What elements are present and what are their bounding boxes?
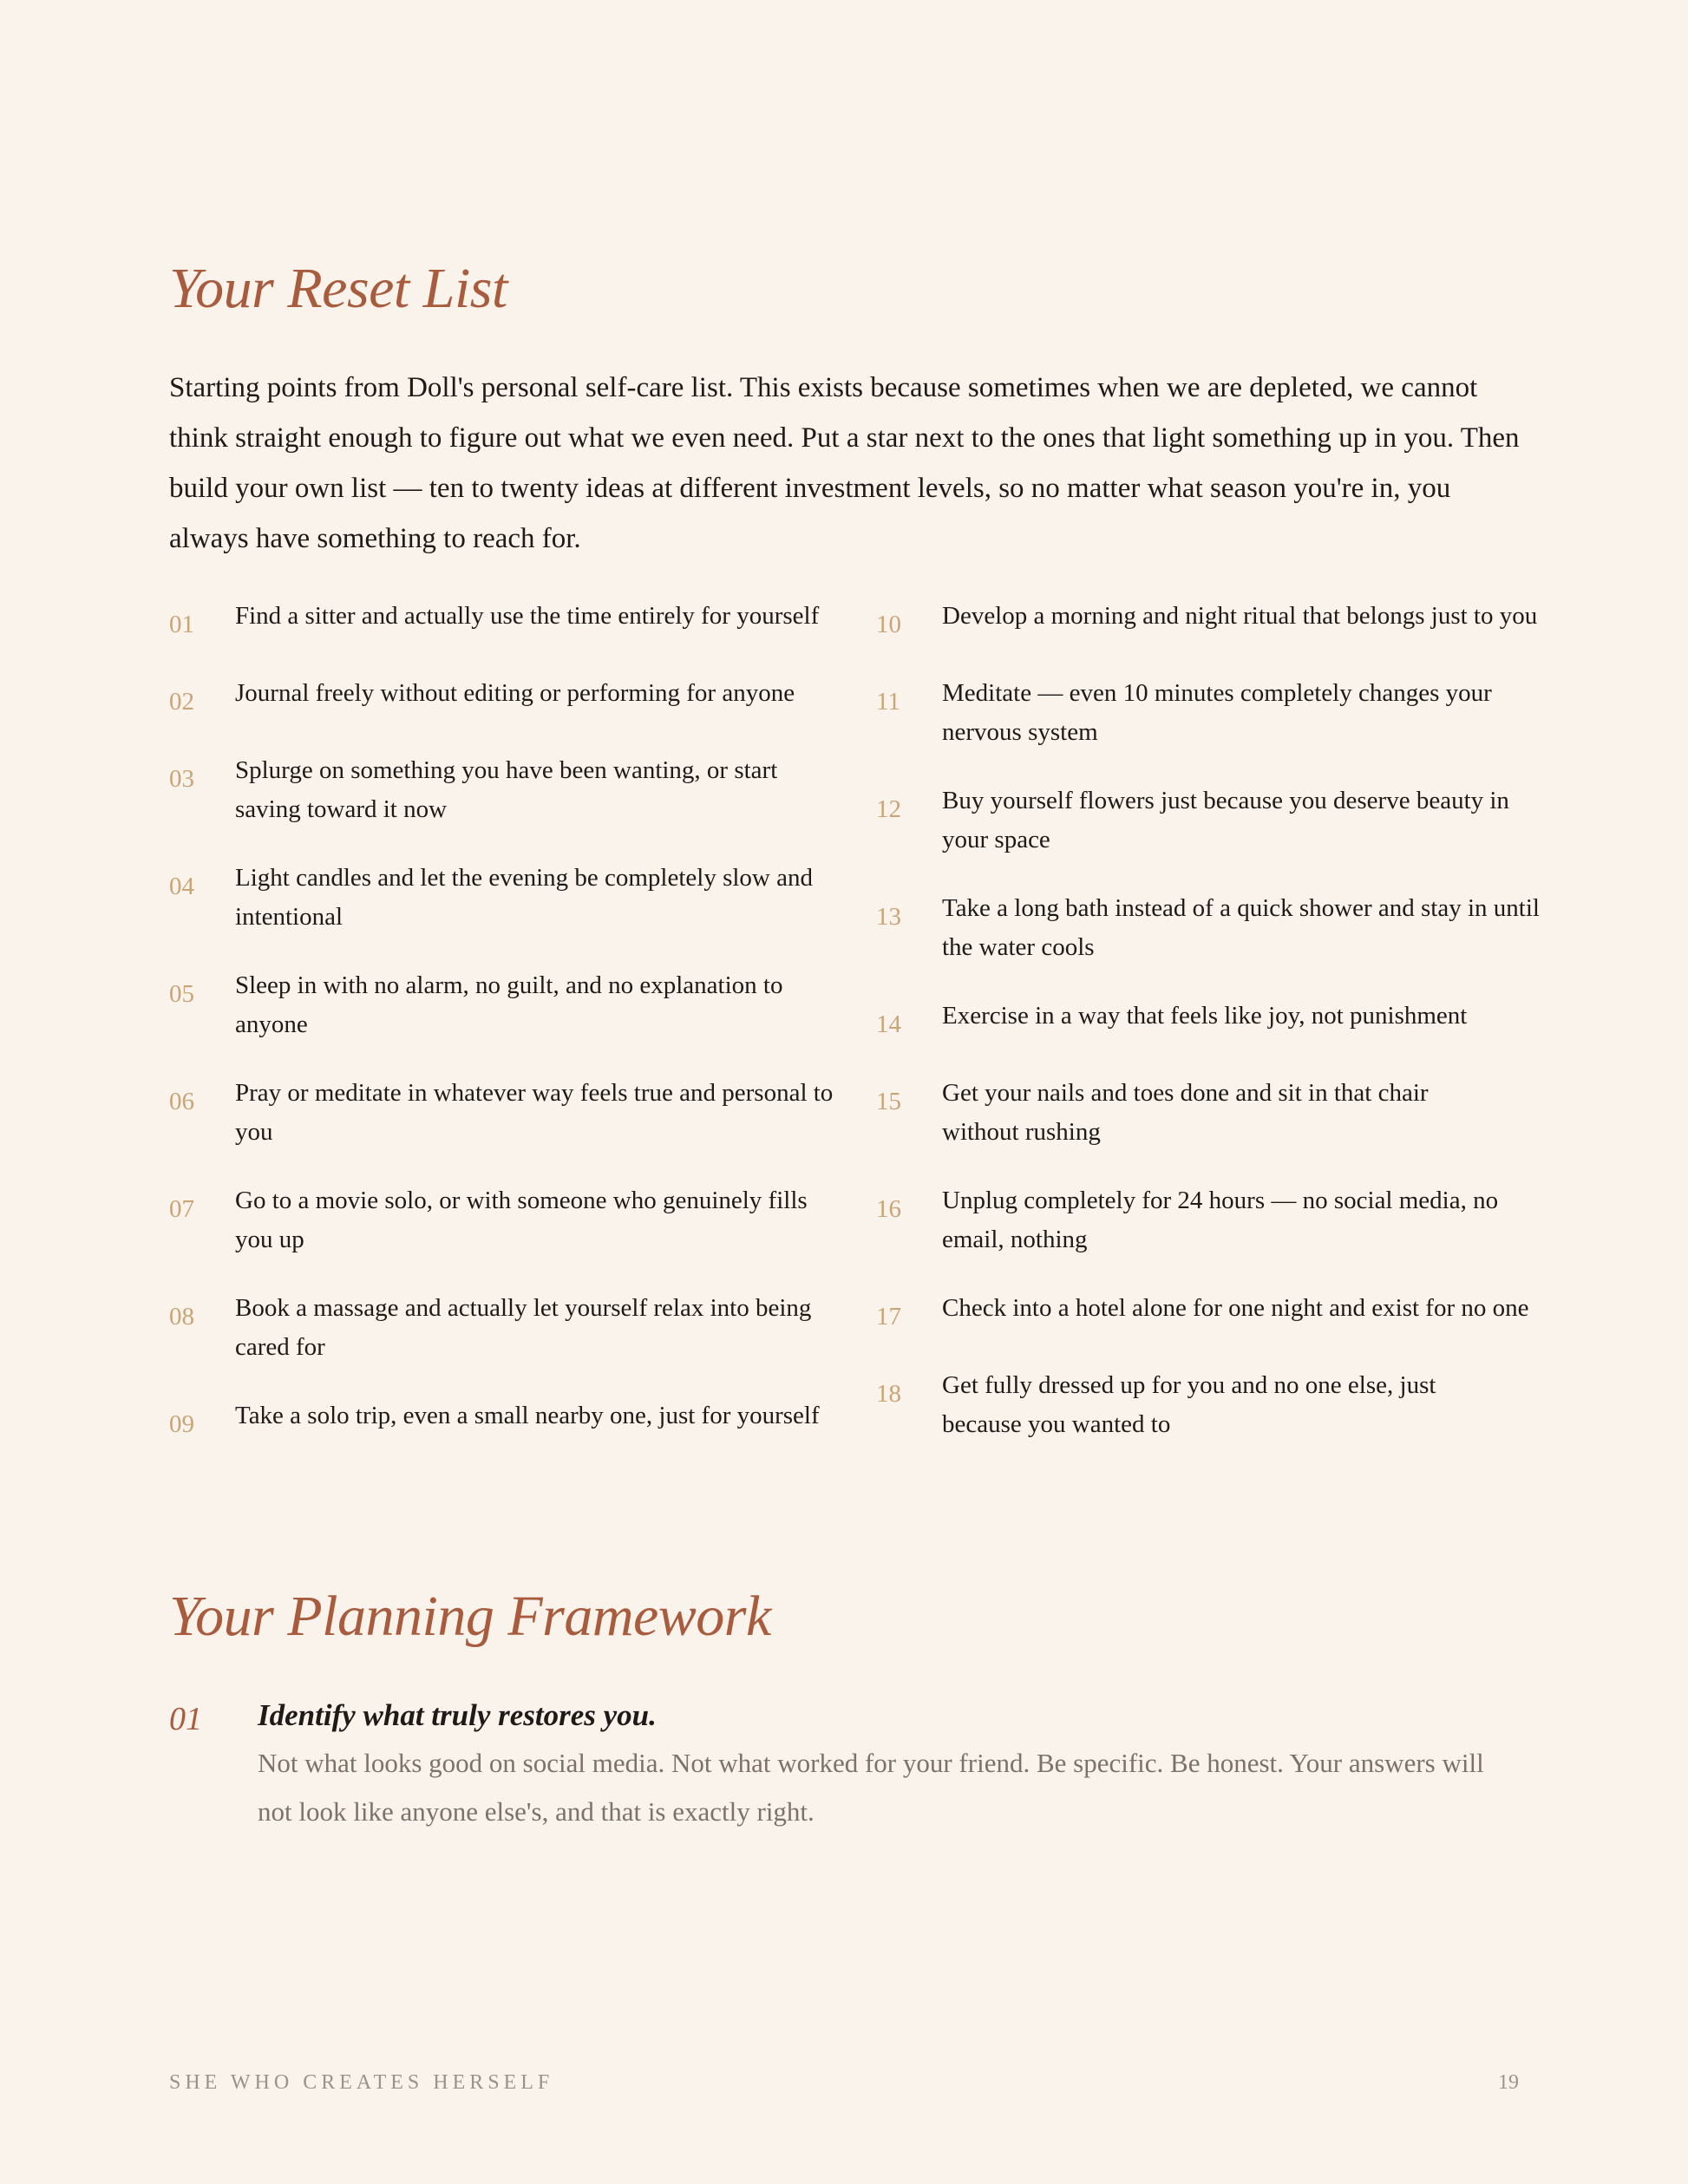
framework-step (169, 1694, 1522, 1836)
item-number: 15 (876, 1088, 901, 1115)
list-item (169, 859, 863, 937)
item-number: 18 (876, 1380, 901, 1408)
item-text: Get your nails and toes done and sit in that chair without rushing (942, 1079, 1429, 1146)
item-number: 14 (876, 1010, 901, 1038)
item-text: Book a massage and actually let yourself relax into being cared for (235, 1294, 812, 1361)
item-number: 05 (169, 980, 194, 1008)
step-number: 01 (169, 1701, 202, 1737)
item-text: Meditate — even 10 minutes completely changes your nervous system (942, 679, 1492, 746)
list-item (169, 1396, 863, 1444)
item-text: Get fully dressed up for you and no one else, just because you wanted to (942, 1371, 1436, 1438)
item-text: Sleep in with no alarm, no guilt, and no explanation to anyone (235, 971, 783, 1038)
item-text: Take a long bath instead of a quick shower and stay in until the water cools (942, 894, 1540, 961)
item-number: 10 (876, 611, 901, 638)
item-number: 09 (169, 1410, 194, 1438)
list-item (169, 1289, 863, 1367)
item-text: Check into a hotel alone for one night and exist for no one (942, 1294, 1529, 1322)
list-item (876, 1366, 1553, 1444)
item-text: Pray or meditate in whatever way feels true and personal to you (235, 1079, 834, 1146)
item-text: Unplug completely for 24 hours — no social media, no email, nothing (942, 1187, 1499, 1253)
list-item (876, 781, 1553, 860)
list-item (169, 1074, 863, 1152)
reset-list-right-column (876, 597, 1553, 1474)
item-text: Light candles and let the evening be completely slow and intentional (235, 864, 813, 931)
list-item (876, 1074, 1553, 1152)
item-text: Journal freely without editing or performing for anyone (235, 679, 795, 707)
list-item (876, 889, 1553, 967)
list-item (169, 966, 863, 1044)
item-number: 17 (876, 1303, 901, 1331)
item-number: 11 (876, 688, 900, 716)
list-item (876, 674, 1553, 752)
item-text: Splurge on something you have been wanting, or start saving toward it now (235, 756, 778, 823)
list-item (876, 1289, 1553, 1337)
item-text: Take a solo trip, even a small nearby one, just for yourself (235, 1402, 820, 1429)
list-item (169, 597, 863, 644)
list-item (876, 997, 1553, 1044)
reset-list-title: Your Reset List (169, 257, 507, 320)
item-text: Exercise in a way that feels like joy, not punishment (942, 1002, 1468, 1030)
item-number: 04 (169, 873, 194, 900)
step-title: Identify what truly restores you. (258, 1698, 657, 1732)
step-body (258, 1694, 1522, 1836)
item-number: 16 (876, 1195, 901, 1223)
list-item (169, 751, 863, 829)
list-item (169, 1181, 863, 1259)
item-text: Develop a morning and night ritual that belongs just to you (942, 602, 1538, 630)
item-number: 13 (876, 903, 901, 931)
item-number: 02 (169, 688, 194, 716)
item-text: Go to a movie solo, or with someone who genuinely fills you up (235, 1187, 808, 1253)
item-number: 12 (876, 795, 901, 823)
reset-list-intro: Starting points from Doll's personal self-care list. This exists because sometimes when we are depleted, we cannot think straight enough to figure out what we even need. Put a star next to the ones that light something up in you. Then build your own list — ten to twenty ideas at different investment levels, so no matter what season you're in, you always have something to reach for. (169, 372, 1520, 554)
item-number: 06 (169, 1088, 194, 1115)
footer-page-number: 19 (1498, 2071, 1519, 2094)
list-item (169, 674, 863, 722)
item-text: Find a sitter and actually use the time entirely for yourself (235, 602, 820, 630)
step-description: Not what looks good on social media. Not what worked for your friend. Be specific. Be honest. Your answers will not look like anyone else's, and that is exactly right. (258, 1748, 1484, 1827)
planning-framework-title: Your Planning Framework (169, 1585, 771, 1648)
item-number: 03 (169, 765, 194, 793)
footer-book-title: SHE WHO CREATES HERSELF (169, 2071, 554, 2094)
item-number: 07 (169, 1195, 194, 1223)
reset-list-left-column (169, 597, 863, 1474)
item-text: Buy yourself flowers just because you deserve beauty in your space (942, 787, 1509, 853)
item-number: 01 (169, 611, 194, 638)
list-item (876, 1181, 1553, 1259)
list-item (876, 597, 1553, 644)
item-number: 08 (169, 1303, 194, 1331)
